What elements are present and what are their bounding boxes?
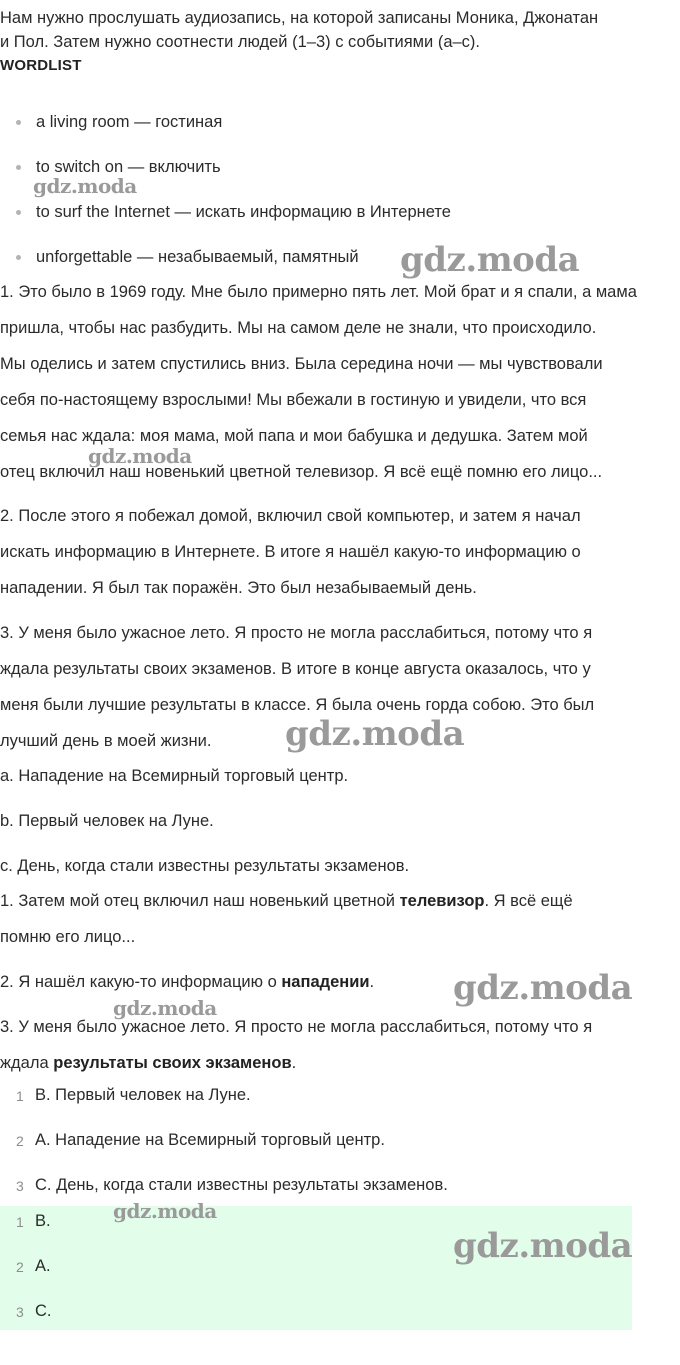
translation-paragraph-1: 1. Это было в 1969 году. Мне было примерно пять лет. Мой брат и я спали, а мама пришла, чтобы нас разбудить. Мы на самом деле не знали, что происходило. Мы оделись и затем спустились вниз. Была середина ночи — мы чувствовали себя по-настоящему взрослыми! Мы вбежали в гостиную и увидели, что вся семья нас ждала: моя мама, мой папа и мои бабушка и дедушка. Затем мой отец включил наш новенький цветной телевизор. Я всё ещё помню его лицо... — [0, 283, 637, 481]
wordlist-item: to surf the Internet — искать информацию в Интернете — [36, 200, 451, 224]
wordlist-item: to switch on — включить — [36, 155, 221, 179]
event-c: c. День, когда стали известны результаты экзаменов. — [0, 857, 410, 875]
wordlist-item: a living room — гостиная — [36, 110, 222, 134]
bullet-icon — [16, 255, 21, 260]
answer-item: 2 A. — [16, 1257, 51, 1275]
wordlist-title: WORDLIST — [0, 57, 88, 74]
answer-box — [0, 1206, 632, 1330]
bullet-icon — [16, 210, 21, 215]
answer-item: 3 C. — [16, 1302, 52, 1320]
match-item: 1 B. Первый человек на Луне. — [16, 1086, 251, 1104]
watermark-logo: gdz.moda — [453, 1226, 633, 1266]
clue-3: 3. У меня было ужасное лето. Я просто не могла расслабиться, потому что я ждала результаты своих экзаменов. — [0, 1018, 593, 1072]
intro-text — [0, 6, 680, 50]
match-item: 3 C. День, когда стали известны результаты экзаменов. — [16, 1176, 448, 1194]
watermark-logo: gdz.moda — [400, 240, 580, 280]
wordlist-item: unforgettable — незабываемый, памятный — [36, 245, 359, 269]
bullet-icon — [16, 120, 21, 125]
intro-line-2: и Пол. Затем нужно соотнести людей (1–3) с событиями (a–c). — [0, 33, 480, 50]
watermark-logo: gdz.moda — [88, 444, 192, 468]
watermark-logo: gdz.moda — [33, 174, 137, 198]
clue-keyword: телевизор — [399, 892, 485, 910]
watermark-logo: gdz.moda — [113, 996, 217, 1020]
event-a: a. Нападение на Всемирный торговый центр. — [0, 767, 349, 785]
event-b: b. Первый человек на Луне. — [0, 812, 214, 830]
match-item: 2 A. Нападение на Всемирный торговый центр. — [16, 1131, 385, 1149]
watermark-logo: gdz.moda — [285, 714, 465, 754]
watermark-logo: gdz.moda — [113, 1199, 217, 1223]
clue-keyword: нападении — [281, 973, 370, 991]
answer-item: 1 B. — [16, 1212, 51, 1230]
clue-1: 1. Затем мой отец включил наш новенький цветной телевизор. Я всё ещё помню его лицо... — [0, 892, 573, 946]
bullet-icon — [16, 165, 21, 170]
translation-paragraph-3: 3. У меня было ужасное лето. Я просто не могла расслабиться, потому что я ждала результаты своих экзаменов. В итоге в конце августа оказалось, что у меня были лучшие результаты в классе. Я была очень горда собою. Это был лучший день в моей жизни. — [0, 624, 595, 750]
clue-keyword: результаты своих экзаменов — [53, 1054, 292, 1072]
watermark-logo: gdz.moda — [453, 968, 633, 1008]
translation-paragraph-2: 2. После этого я побежал домой, включил свой компьютер, и затем я начал искать информацию в Интернете. В итоге я нашёл какую-то информацию о нападении. Я был так поражён. Это был незабываемый день. — [0, 507, 581, 597]
intro-line-1: Нам нужно прослушать аудиозапись, на которой записаны Моника, Джонатан — [0, 9, 599, 27]
clue-2: 2. Я нашёл какую-то информацию о нападении. — [0, 973, 375, 991]
